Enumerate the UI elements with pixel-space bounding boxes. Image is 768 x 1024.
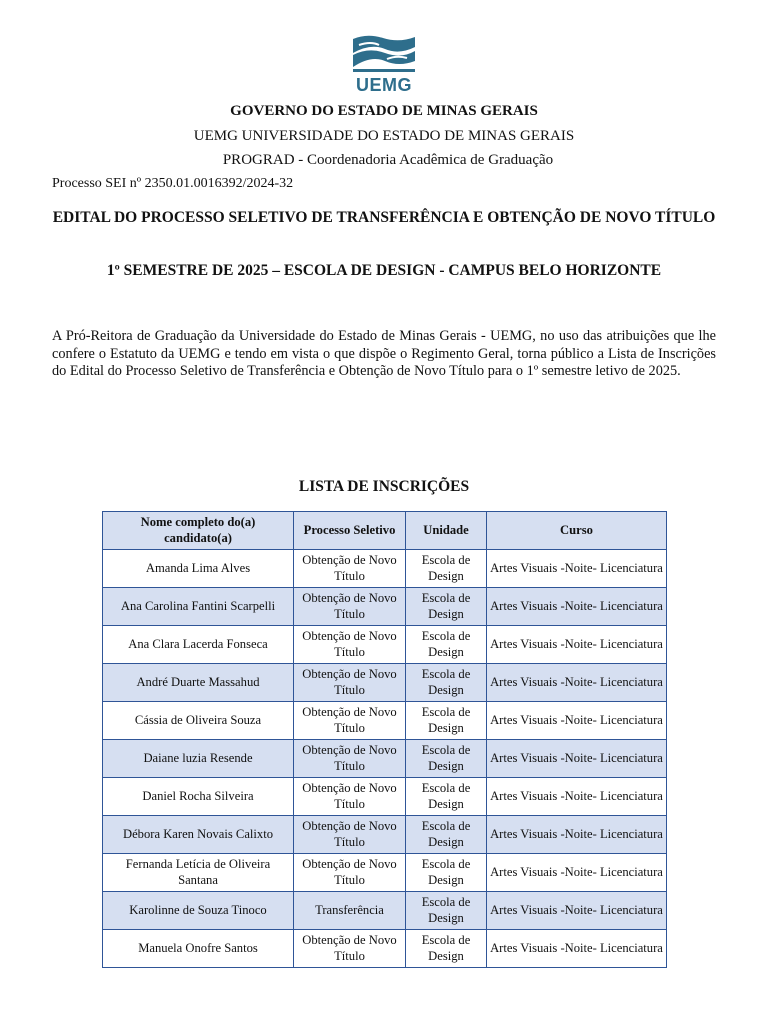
process-number: Processo SEI nº 2350.01.0016392/2024-32 bbox=[52, 176, 294, 191]
cell-unit: Escola de Design bbox=[406, 930, 487, 968]
cell-process: Obtenção de Novo Título bbox=[294, 588, 406, 626]
cell-unit: Escola de Design bbox=[406, 664, 487, 702]
list-title: LISTA DE INSCRIÇÕES bbox=[298, 478, 470, 495]
cell-name: Fernanda Letícia de Oliveira Santana bbox=[103, 854, 294, 892]
cell-unit: Escola de Design bbox=[406, 702, 487, 740]
table-row bbox=[103, 816, 667, 854]
cell-course: Artes Visuais -Noite- Licenciatura bbox=[487, 892, 667, 930]
cell-name: Ana Carolina Fantini Scarpelli bbox=[103, 588, 294, 626]
cell-process: Obtenção de Novo Título bbox=[294, 740, 406, 778]
cell-name: Débora Karen Novais Calixto bbox=[103, 816, 294, 854]
cell-unit: Escola de Design bbox=[406, 892, 487, 930]
cell-unit: Escola de Design bbox=[406, 740, 487, 778]
header-government: GOVERNO DO ESTADO DE MINAS GERAIS bbox=[230, 103, 538, 119]
cell-process: Obtenção de Novo Título bbox=[294, 664, 406, 702]
cell-course: Artes Visuais -Noite- Licenciatura bbox=[487, 626, 667, 664]
table-row bbox=[103, 588, 667, 626]
cell-process: Obtenção de Novo Título bbox=[294, 702, 406, 740]
cell-name: Manuela Onofre Santos bbox=[103, 930, 294, 968]
table-header-row bbox=[103, 512, 667, 550]
cell-process: Obtenção de Novo Título bbox=[294, 816, 406, 854]
table-row bbox=[103, 740, 667, 778]
cell-name: Ana Clara Lacerda Fonseca bbox=[103, 626, 294, 664]
header-unit: Unidade bbox=[406, 512, 487, 550]
table-row bbox=[103, 626, 667, 664]
header-university: UEMG UNIVERSIDADE DO ESTADO DE MINAS GERAIS bbox=[193, 128, 575, 144]
edital-title: EDITAL DO PROCESSO SELETIVO DE TRANSFERÊNCIA E OBTENÇÃO DE NOVO TÍTULO bbox=[52, 209, 716, 226]
cell-name: Daniel Rocha Silveira bbox=[103, 778, 294, 816]
edital-subtitle: 1º SEMESTRE DE 2025 – ESCOLA DE DESIGN - CAMPUS BELO HORIZONTE bbox=[106, 262, 662, 279]
cell-course: Artes Visuais -Noite- Licenciatura bbox=[487, 588, 667, 626]
cell-name: Amanda Lima Alves bbox=[103, 550, 294, 588]
cell-process: Transferência bbox=[294, 892, 406, 930]
cell-name: Daiane luzia Resende bbox=[103, 740, 294, 778]
logo-text: UEMG bbox=[356, 75, 412, 95]
cell-name: Karolinne de Souza Tinoco bbox=[103, 892, 294, 930]
header-name: Nome completo do(a) candidato(a) bbox=[103, 512, 294, 550]
cell-course: Artes Visuais -Noite- Licenciatura bbox=[487, 816, 667, 854]
uemg-logo-mark-icon bbox=[349, 33, 419, 73]
cell-name: André Duarte Massahud bbox=[103, 664, 294, 702]
cell-course: Artes Visuais -Noite- Licenciatura bbox=[487, 740, 667, 778]
cell-unit: Escola de Design bbox=[406, 588, 487, 626]
cell-course: Artes Visuais -Noite- Licenciatura bbox=[487, 664, 667, 702]
table-row bbox=[103, 778, 667, 816]
cell-process: Obtenção de Novo Título bbox=[294, 550, 406, 588]
cell-unit: Escola de Design bbox=[406, 626, 487, 664]
table-row bbox=[103, 854, 667, 892]
cell-unit: Escola de Design bbox=[406, 778, 487, 816]
cell-course: Artes Visuais -Noite- Licenciatura bbox=[487, 550, 667, 588]
cell-process: Obtenção de Novo Título bbox=[294, 778, 406, 816]
cell-course: Artes Visuais -Noite- Licenciatura bbox=[487, 854, 667, 892]
intro-paragraph: A Pró-Reitora de Graduação da Universidade do Estado de Minas Gerais - UEMG, no uso das atribuições que lhe confere o Estatuto da UEMG e tendo em vista o que dispõe o Regimento Geral, torna público a Lista de Inscrições do Edital do Processo Seletivo de Transferência e Obtenção de Novo Título para o 1º semestre letivo de 2025. bbox=[52, 328, 716, 379]
cell-course: Artes Visuais -Noite- Licenciatura bbox=[487, 930, 667, 968]
table-row bbox=[103, 664, 667, 702]
cell-process: Obtenção de Novo Título bbox=[294, 854, 406, 892]
cell-process: Obtenção de Novo Título bbox=[294, 626, 406, 664]
cell-unit: Escola de Design bbox=[406, 854, 487, 892]
cell-unit: Escola de Design bbox=[406, 816, 487, 854]
table-row bbox=[103, 930, 667, 968]
uemg-logo bbox=[349, 33, 419, 97]
cell-course: Artes Visuais -Noite- Licenciatura bbox=[487, 778, 667, 816]
registrations-table bbox=[102, 511, 667, 968]
cell-course: Artes Visuais -Noite- Licenciatura bbox=[487, 702, 667, 740]
cell-name: Cássia de Oliveira Souza bbox=[103, 702, 294, 740]
cell-process: Obtenção de Novo Título bbox=[294, 930, 406, 968]
header-department: PROGRAD - Coordenadoria Acadêmica de Graduação bbox=[222, 152, 554, 168]
cell-unit: Escola de Design bbox=[406, 550, 487, 588]
table-row bbox=[103, 550, 667, 588]
table-row bbox=[103, 892, 667, 930]
header-process: Processo Seletivo bbox=[294, 512, 406, 550]
header-course: Curso bbox=[487, 512, 667, 550]
table-row bbox=[103, 702, 667, 740]
